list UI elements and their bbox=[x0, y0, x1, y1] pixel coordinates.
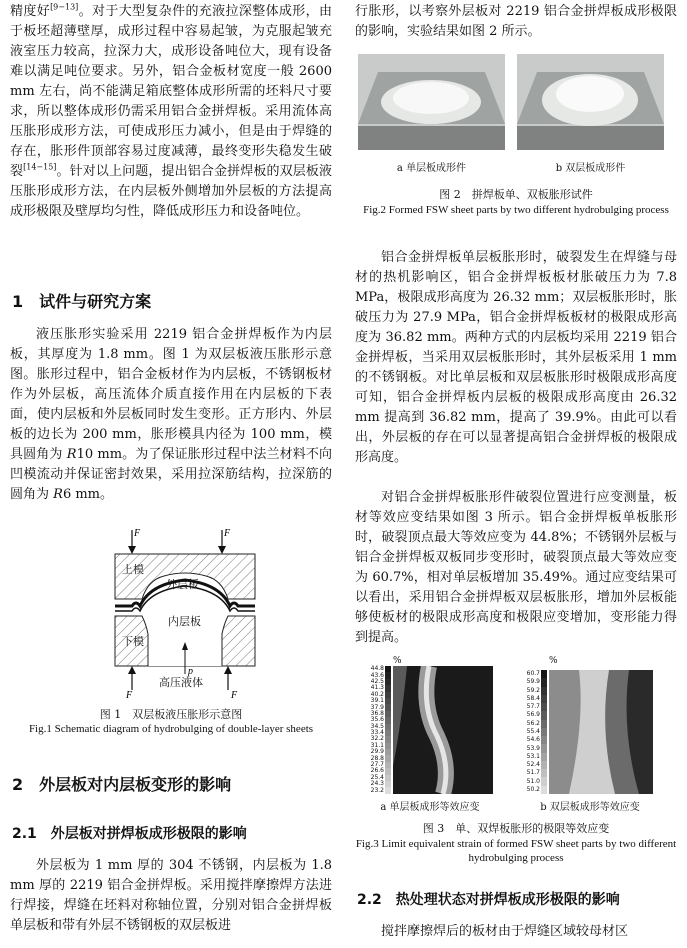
scale-swatch bbox=[541, 769, 547, 777]
scale-tick-label: 51.7 bbox=[526, 769, 540, 777]
figure-3a-strain-map bbox=[393, 666, 493, 794]
scale-tick-label: 27.7 bbox=[370, 761, 384, 769]
scale-tick-label: 54.6 bbox=[526, 736, 540, 744]
scale-swatch bbox=[541, 728, 547, 736]
result-paragraph-1: 铝合金拼焊板单层板胀形时，破裂发生在焊缝与母材的热机影响区，铝合金拼焊板板材胀破压力为 7.8 MPa，极限成形高度为 26.32 mm；双层板胀形时，胀破压力为 27.9 MPa，铝合金拼焊板板材的极限成形高度为 36.82 mm。两种方式的内层板均采用 2219 铝合金拼焊板，当采用双层板胀形时，其外层板采用 1 mm 的不锈钢板。对比单层板和双层板胀形时极限成形高度可知，铝合金拼焊板内层板的极限成形高度由 26.32 mm 提高到 36.82 mm，提高了 39.9%。由此可以看出，外层板的存在可以显著提高铝合金拼焊板的极限成形高度。 bbox=[355, 250, 677, 465]
scale-tick-label: 60.7 bbox=[526, 670, 540, 678]
scale-tick-label: 51.0 bbox=[526, 777, 540, 785]
scale-tick-label: 56.9 bbox=[526, 711, 540, 719]
scale-tick-label: 31.1 bbox=[370, 741, 384, 749]
figure-2b-label: b 双层板成形件 bbox=[555, 163, 626, 174]
scale-tick bbox=[523, 670, 547, 678]
lower-die-label: 下模 bbox=[122, 635, 144, 648]
scale-tick-label: 33.4 bbox=[370, 729, 384, 737]
scale-tick-label: 35.6 bbox=[370, 716, 384, 724]
scale-tick-label: 56.2 bbox=[526, 719, 540, 727]
section-2-2-heading: 2.2 热处理状态对拼焊板成形极限的影响 bbox=[357, 892, 620, 908]
result-paragraph-2: 对铝合金拼焊板胀形件破裂位置进行应变测量，板材等效应变结果如图 3 所示。铝合金拼焊板单板胀形时，破裂顶点最大等效应变为 44.8%；不锈钢外层板与铝合金拼焊板双板同步变形时，破裂顶点最大等效应变为 60.7%，相对单层板增加 35.49%。通过应变结果可以看出，采用铝合金拼焊板双层板胀形，增加外层板能够使板材的极限成形高度和极限应变增加，变形能力得到提高。 bbox=[355, 490, 677, 645]
scale-tick-label: 42.5 bbox=[370, 677, 384, 685]
scale-tick bbox=[523, 786, 547, 794]
section-1-paragraph: 液压胀形实验采用 2219 铝合金拼焊板作为内层板，其厚度为 1.8 mm。图 1 为双层板液压胀形示意图。胀形过程中，铝合金板材作为内层板，不锈钢板材作为外层板，高压流体介质直接作用在内层板的下表面，使内层板和外层板同时发生变形。正方形内、外层板的边长为 200 mm，胀形模具内径为 100 mm，模具圆角为 R10 mm。为了保证胀形过程中法兰材料不向凹模流动并保证密封效果，采用拉深筋结构，拉深筋的圆角为 R6 mm。 bbox=[10, 327, 332, 502]
scale-tick-label: 59.2 bbox=[526, 686, 540, 694]
figure-3-caption-en: Fig.3 Limit equivalent strain of formed FSW sheet parts by two different hydrobulging process bbox=[355, 838, 677, 864]
figure-3a-color-scale bbox=[367, 666, 391, 794]
section-2-1-paragraph: 外层板为 1 mm 厚的 304 不锈钢，内层板为 1.8 mm 厚的 2219 铝合金拼焊板。采用搅拌摩擦焊方法进行焊接，焊缝在坯料对称轴位置，分别对铝合金拼焊板单层板和带有外层不锈钢板的双层板进 bbox=[10, 858, 332, 933]
scale-tick-label: 59.9 bbox=[526, 678, 540, 686]
scale-tick bbox=[523, 777, 547, 785]
scale-tick bbox=[523, 753, 547, 761]
scale-tick bbox=[523, 695, 547, 703]
inner-sheet-label: 内层板 bbox=[168, 615, 201, 628]
fluid-label: 高压液体 bbox=[159, 676, 203, 689]
scale-tick-label: 25.4 bbox=[370, 773, 384, 781]
scale-tick-label: 39.1 bbox=[370, 697, 384, 705]
figure-2a-photo bbox=[358, 54, 505, 150]
scale-tick-label: 53.1 bbox=[526, 752, 540, 760]
section-2-1-heading: 2.1 外层板对拼焊板成形极限的影响 bbox=[12, 826, 247, 842]
scale-swatch bbox=[541, 786, 547, 794]
scale-tick bbox=[523, 761, 547, 769]
scale-tick-label: 24.3 bbox=[370, 780, 384, 788]
scale-tick-label: 52.4 bbox=[526, 761, 540, 769]
scale-swatch bbox=[541, 736, 547, 744]
scale-tick-label: 36.8 bbox=[370, 709, 384, 717]
scale-swatch bbox=[541, 670, 547, 678]
scale-swatch bbox=[541, 703, 547, 711]
scale-tick bbox=[523, 744, 547, 752]
scale-tick-label: 29.9 bbox=[370, 748, 384, 756]
force-label-tr: F bbox=[224, 528, 231, 539]
scale-swatch bbox=[541, 678, 547, 686]
scale-tick-label: 32.2 bbox=[370, 735, 384, 743]
scale-tick-label: 58.4 bbox=[526, 694, 540, 702]
section-2-2-paragraph: 搅拌摩擦焊后的板材由于焊缝区域较母材区 bbox=[381, 924, 629, 939]
force-label-bl: F bbox=[126, 690, 133, 701]
figure-3b-unit: % bbox=[549, 656, 558, 666]
figure-3b-label: b 双层板成形等效应变 bbox=[540, 802, 640, 813]
scale-tick-label: 23.2 bbox=[370, 786, 384, 794]
scale-swatch bbox=[541, 753, 547, 761]
figure-2a-label: a 单层板成形件 bbox=[396, 163, 467, 174]
figure-1-diagram bbox=[110, 524, 260, 702]
scale-tick-label: 50.2 bbox=[526, 785, 540, 793]
section-1-heading: 1 试件与研究方案 bbox=[12, 292, 152, 311]
upper-die-shape bbox=[115, 554, 255, 599]
figure-3a-label: a 单层板成形等效应变 bbox=[380, 802, 480, 813]
scale-swatch bbox=[541, 744, 547, 752]
scale-tick-label: 41.3 bbox=[370, 684, 384, 692]
scale-tick bbox=[367, 787, 391, 793]
scale-tick bbox=[523, 769, 547, 777]
scale-tick bbox=[523, 736, 547, 744]
scale-swatch bbox=[541, 761, 547, 769]
intro-paragraph: 精度好[9−13]。对于大型复杂件的充液拉深整体成形，由于板坯超薄壁厚，成形过程中容易起皱，为克服起皱充液室压力较高，拉深力大，成形设备吨位大，现有设备难以满足吨位要求。另外，铝合金板材宽度一般 2600 mm 左右，尚不能满足箱底整体成形所需的坯料尺寸要求，所以整体成形仍需采用铝合金拼焊板。采用流体高压胀形成形方法，可使成形压力减小，但是由于焊缝的存在，胀形件顶部容易过度减薄，最终变形失稳发生破裂[14−15]。针对以上问题，提出铝合金拼焊板的双层板液压胀形成形方法，在内层板外侧增加外层板的方法提高成形极限及壁厚均匀性，降低成形压力和设备吨位。 bbox=[10, 2, 332, 219]
scale-swatch bbox=[541, 687, 547, 695]
scale-tick-label: 44.8 bbox=[370, 665, 384, 673]
figure-3b-color-scale bbox=[523, 670, 547, 794]
figure-3a-unit: % bbox=[393, 656, 402, 666]
figure-2-caption-cn: 图 2 拼焊板单、双板胀形试件 bbox=[439, 188, 593, 201]
scale-swatch bbox=[541, 711, 547, 719]
scale-tick-label: 40.2 bbox=[370, 690, 384, 698]
section-2-heading: 2 外层板对内层板变形的影响 bbox=[12, 775, 232, 794]
figure-2b-photo bbox=[517, 54, 664, 150]
right-continued-paragraph: 行胀形，以考察外层板对 2219 铝合金拼焊板成形极限的影响，实验结果如图 2 所示。 bbox=[355, 4, 677, 39]
scale-tick-label: 26.6 bbox=[370, 767, 384, 775]
scale-swatch bbox=[541, 777, 547, 785]
upper-die-label: 上模 bbox=[122, 563, 144, 576]
figure-2-caption-en: Fig.2 Formed FSW sheet parts by two different hydrobulging process bbox=[363, 204, 669, 216]
pressure-label: p bbox=[188, 666, 193, 677]
scale-tick-label: 55.4 bbox=[526, 727, 540, 735]
force-label-br: F bbox=[231, 690, 238, 701]
figure-3-caption-cn: 图 3 单、双焊板胀形的极限等效应变 bbox=[422, 822, 610, 835]
figure-1-caption-en: Fig.1 Schematic diagram of hydrobulging of double-layer sheets bbox=[28, 723, 314, 735]
scale-tick bbox=[523, 678, 547, 686]
scale-swatch bbox=[541, 720, 547, 728]
figure-3b-strain-map bbox=[549, 670, 653, 794]
scale-tick bbox=[523, 703, 547, 711]
scale-swatch bbox=[541, 695, 547, 703]
scale-tick-label: 43.6 bbox=[370, 671, 384, 679]
scale-tick bbox=[523, 711, 547, 719]
force-label-tl: F bbox=[134, 528, 141, 539]
figure-1-caption-cn: 图 1 双层板液压胀形示意图 bbox=[99, 708, 243, 721]
scale-tick-label: 28.8 bbox=[370, 754, 384, 762]
scale-swatch bbox=[385, 787, 391, 793]
outer-sheet-label: 外层板 bbox=[166, 578, 199, 591]
scale-tick-label: 53.9 bbox=[526, 744, 540, 752]
scale-tick bbox=[523, 728, 547, 736]
scale-tick bbox=[523, 720, 547, 728]
scale-tick bbox=[523, 687, 547, 695]
scale-tick-label: 57.7 bbox=[526, 703, 540, 711]
scale-tick-label: 37.9 bbox=[370, 703, 384, 711]
scale-tick-label: 34.5 bbox=[370, 722, 384, 730]
